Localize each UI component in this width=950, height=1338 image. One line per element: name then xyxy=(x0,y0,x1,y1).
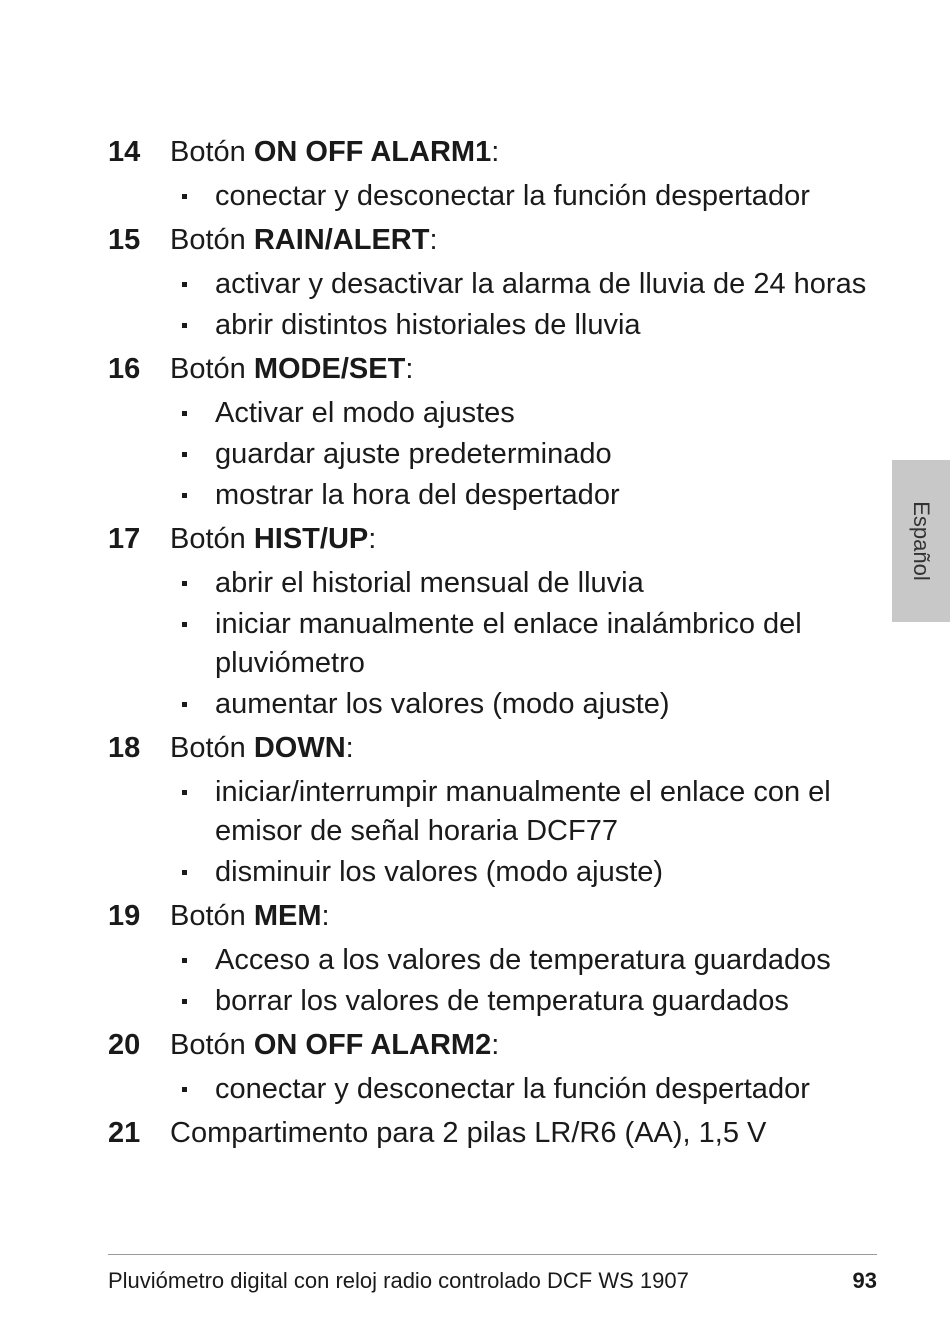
bullet-item: aumentar los valores (modo ajuste) xyxy=(108,685,888,724)
list-item xyxy=(108,1023,888,1109)
bullet-icon xyxy=(182,194,187,199)
bullet-item: abrir distintos historiales de lluvia xyxy=(108,306,888,345)
bullet-item: conectar y desconectar la función despertador xyxy=(108,1070,888,1109)
list-item xyxy=(108,218,888,345)
page-number: 93 xyxy=(852,1268,877,1293)
bullet-item: activar y desactivar la alarma de lluvia de 24 horas xyxy=(108,265,888,304)
footer-divider xyxy=(108,1254,877,1255)
list-item xyxy=(108,517,888,724)
bullet-icon xyxy=(182,999,187,1004)
bullet-item: guardar ajuste predeterminado xyxy=(108,435,888,474)
bullet-icon xyxy=(182,958,187,963)
item-title: Botón RAIN/ALERT: xyxy=(170,224,438,256)
button-name: ON OFF ALARM2 xyxy=(253,1029,492,1061)
bullet-list xyxy=(108,941,888,1021)
item-number: 18 xyxy=(108,732,141,764)
button-name: DOWN xyxy=(253,732,346,764)
bullet-list xyxy=(108,265,888,345)
item-title: Botón DOWN: xyxy=(170,732,354,764)
bullet-item: abrir el historial mensual de lluvia xyxy=(108,564,888,603)
item-title: Botón ON OFF ALARM1: xyxy=(170,136,500,168)
bullet-item: Activar el modo ajustes xyxy=(108,394,888,433)
item-number: 16 xyxy=(108,353,141,385)
bullet-icon xyxy=(182,1087,187,1092)
item-number: 14 xyxy=(108,136,141,168)
button-name: RAIN/ALERT xyxy=(253,224,430,256)
item-number: 19 xyxy=(108,900,141,932)
list-item xyxy=(108,894,888,1021)
bullet-icon xyxy=(182,870,187,875)
bullet-list xyxy=(108,1070,888,1109)
bullet-item: borrar los valores de temperatura guardados xyxy=(108,982,888,1021)
button-name: MEM xyxy=(253,900,322,932)
item-title: Botón MEM: xyxy=(170,900,330,932)
list-item xyxy=(108,347,888,515)
item-heading xyxy=(108,726,888,770)
bullet-icon xyxy=(182,790,187,795)
item-title: Botón ON OFF ALARM2: xyxy=(170,1029,500,1061)
list-item xyxy=(108,726,888,892)
bullet-item: iniciar/interrumpir manualmente el enlace con el emisor de señal horaria DCF77 xyxy=(108,773,888,851)
bullet-list xyxy=(108,773,888,892)
bullet-icon xyxy=(182,622,187,627)
footer-title: Pluviómetro digital con reloj radio controlado DCF WS 1907 xyxy=(108,1268,689,1293)
bullet-list xyxy=(108,177,888,216)
item-list xyxy=(108,130,888,1158)
bullet-item: disminuir los valores (modo ajuste) xyxy=(108,853,888,892)
bullet-item: conectar y desconectar la función despertador xyxy=(108,177,888,216)
bullet-item: mostrar la hora del despertador xyxy=(108,476,888,515)
button-name: HIST/UP xyxy=(253,523,369,555)
list-item xyxy=(108,1111,888,1155)
item-heading xyxy=(108,347,888,391)
bullet-list xyxy=(108,394,888,515)
bullet-icon xyxy=(182,452,187,457)
button-name: ON OFF ALARM1 xyxy=(253,136,492,168)
list-item xyxy=(108,130,888,216)
item-number: 20 xyxy=(108,1029,141,1061)
language-tab-label: Español xyxy=(909,501,934,581)
item-heading xyxy=(108,1111,888,1155)
item-number: 21 xyxy=(108,1117,141,1149)
item-number: 15 xyxy=(108,224,141,256)
item-heading xyxy=(108,218,888,262)
item-title: Botón HIST/UP: xyxy=(170,523,377,555)
bullet-icon xyxy=(182,493,187,498)
item-heading xyxy=(108,130,888,174)
bullet-icon xyxy=(182,282,187,287)
item-number: 17 xyxy=(108,523,141,555)
button-name: MODE/SET xyxy=(253,353,406,385)
bullet-icon xyxy=(182,581,187,586)
item-title: Compartimento para 2 pilas LR/R6 (AA), 1,5 V xyxy=(170,1117,767,1149)
item-title: Botón MODE/SET: xyxy=(170,353,414,385)
bullet-icon xyxy=(182,702,187,707)
bullet-icon xyxy=(182,411,187,416)
bullet-list xyxy=(108,564,888,724)
bullet-item: iniciar manualmente el enlace inalámbrico del pluviómetro xyxy=(108,605,888,683)
item-heading xyxy=(108,517,888,561)
bullet-icon xyxy=(182,323,187,328)
bullet-item: Acceso a los valores de temperatura guardados xyxy=(108,941,888,980)
language-tab xyxy=(892,460,950,622)
item-heading xyxy=(108,894,888,938)
item-heading xyxy=(108,1023,888,1067)
